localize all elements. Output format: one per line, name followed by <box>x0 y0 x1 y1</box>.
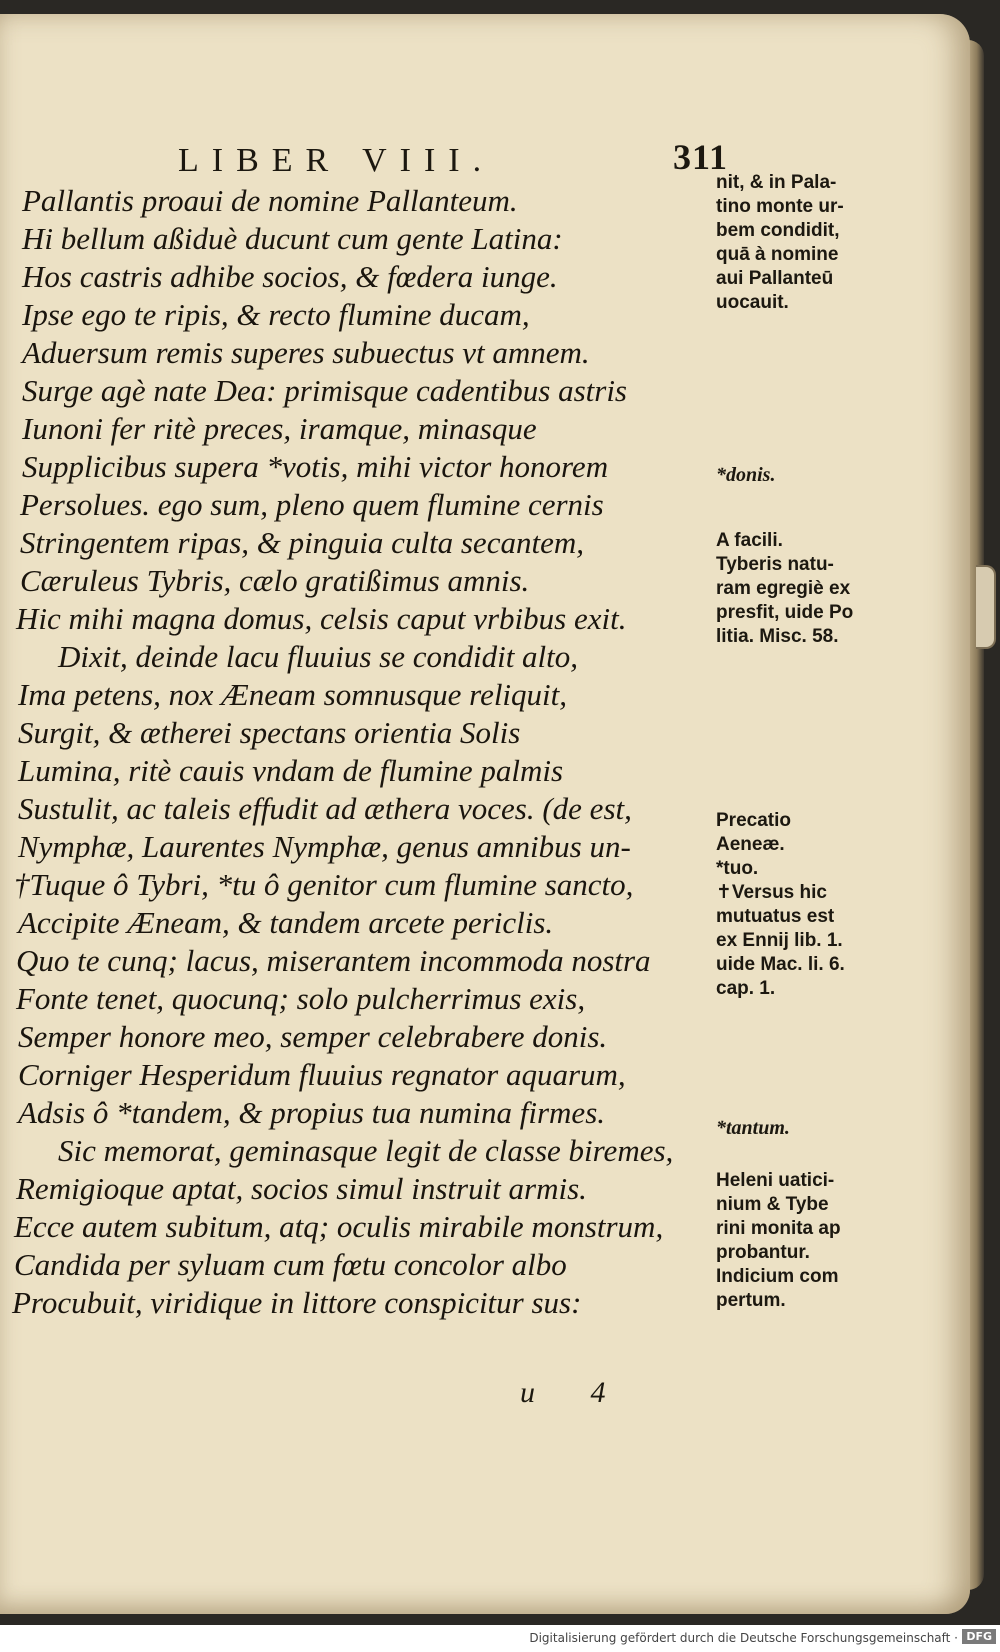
note-line: ✝Versus hic <box>716 882 827 903</box>
verse-line: Procubuit, viridique in littore conspicitur sus: <box>12 1285 582 1320</box>
verse-line: Adsis ô *tandem, & propius tua numina firmes. <box>18 1095 606 1130</box>
verse-line: Accipite Æneam, & tandem arcete periclis. <box>18 905 554 940</box>
marginal-note <box>716 809 906 1001</box>
note-line: uocauit. <box>716 292 789 313</box>
verse-line: Stringentem ripas, & pinguia culta secantem, <box>20 525 584 560</box>
note-line: *tuo. <box>716 858 759 879</box>
note-line: *donis. <box>716 464 776 486</box>
dfg-logo: DFG <box>962 1629 996 1644</box>
funding-credit: Digitalisierung gefördert durch die Deutsche Forschungsgemeinschaft · <box>529 1631 958 1645</box>
note-line: nium & Tybe <box>716 1194 829 1215</box>
verse-line: Hos castris adhibe socios, & fœdera iunge. <box>22 259 558 294</box>
note-line: *tantum. <box>716 1117 790 1139</box>
verse-line: Sic memorat, geminasque legit de classe biremes, <box>58 1133 674 1168</box>
verse-line: Candida per syluam cum fœtu concolor albo <box>14 1247 567 1282</box>
verse-line: Nymphæ, Laurentes Nymphæ, genus amnibus un- <box>18 829 631 864</box>
marginal-note <box>716 463 906 487</box>
verse-line: Pallantis proaui de nomine Pallanteum. <box>22 183 518 218</box>
verse-line: Sustulit, ac taleis effudit ad æthera voces. (de est, <box>18 791 632 826</box>
digitization-footer <box>0 1625 1000 1652</box>
running-title: LIBER VIII. <box>178 142 495 179</box>
verse-line: Remigioque aptat, socios simul instruit armis. <box>16 1171 587 1206</box>
verse-line: Quo te cunq; lacus, miserantem incommoda nostra <box>16 943 651 978</box>
verse-line: Surge agè nate Dea: primisque cadentibus astris <box>22 373 627 408</box>
note-line: rini monita ap <box>716 1218 841 1239</box>
verse-line: Ipse ego te ripis, & recto flumine ducam, <box>22 297 530 332</box>
note-line: Precatio <box>716 810 791 831</box>
note-line: A facili. <box>716 530 783 551</box>
note-line: Aeneæ. <box>716 834 785 855</box>
note-line: litia. Misc. 58. <box>716 626 839 647</box>
running-header <box>178 137 729 182</box>
marginal-note <box>716 1169 906 1313</box>
note-line: nit, & in Pala- <box>716 172 837 193</box>
note-line: cap. 1. <box>716 978 776 999</box>
verse-line: Cæruleus Tybris, cælo gratißimus amnis. <box>20 563 530 598</box>
verse-line: Supplicibus supera *votis, mihi victor honorem <box>22 449 609 484</box>
verse-line: Dixit, deinde lacu fluuius se condidit alto, <box>58 639 579 674</box>
marginal-note <box>716 171 906 315</box>
verse-line: Persolues. ego sum, pleno quem flumine cernis <box>20 487 604 522</box>
verse-line: Semper honore meo, semper celebrabere donis. <box>18 1019 608 1054</box>
note-line: pertum. <box>716 1290 786 1311</box>
verse-line: †Tuque ô Tybri, *tu ô genitor cum flumine sancto, <box>14 867 634 902</box>
marginal-note <box>716 529 906 649</box>
note-line: Indicium com <box>716 1266 839 1287</box>
verse-line: Lumina, ritè cauis vndam de flumine palmis <box>18 753 564 788</box>
folio-number: 311 <box>673 137 729 177</box>
verse-line: Aduersum remis superes subuectus vt amnem. <box>22 335 590 370</box>
verse-line: Surgit, & ætherei spectans orientia Solis <box>18 715 521 750</box>
note-line: probantur. <box>716 1242 810 1263</box>
note-line: mutuatus est <box>716 906 835 927</box>
note-line: presfit, uide Po <box>716 602 854 623</box>
signature-mark: u 4 <box>520 1376 630 1409</box>
note-line: ram egregiè ex <box>716 578 851 599</box>
verse-line: Hic mihi magna domus, celsis caput vrbibus exit. <box>16 601 627 636</box>
book-page <box>0 14 970 1614</box>
marginal-note <box>716 1116 906 1140</box>
note-line: uide Mac. li. 6. <box>716 954 845 975</box>
note-line: ex Ennij lib. 1. <box>716 930 843 951</box>
note-line: tino monte ur- <box>716 196 844 217</box>
verse-line: Fonte tenet, quocunq; solo pulcherrimus exis, <box>16 981 586 1016</box>
verse-line: Corniger Hesperidum fluuius regnator aquarum, <box>18 1057 626 1092</box>
note-line: quā à nomine <box>716 244 839 265</box>
note-line: Tyberis natu- <box>716 554 834 575</box>
verse-line: Ecce autem subitum, atq; oculis mirabile monstrum, <box>14 1209 664 1244</box>
verse-line: Iunoni fer ritè preces, iramque, minasque <box>22 411 537 446</box>
verse-line: Hi bellum aßiduè ducunt cum gente Latina: <box>22 221 563 256</box>
page-tab-mark <box>976 565 996 649</box>
note-line: bem condidit, <box>716 220 840 241</box>
note-line: aui Pallanteū <box>716 268 834 289</box>
note-line: Heleni uatici- <box>716 1170 835 1191</box>
verse-line: Ima petens, nox Æneam somnusque reliquit, <box>18 677 568 712</box>
